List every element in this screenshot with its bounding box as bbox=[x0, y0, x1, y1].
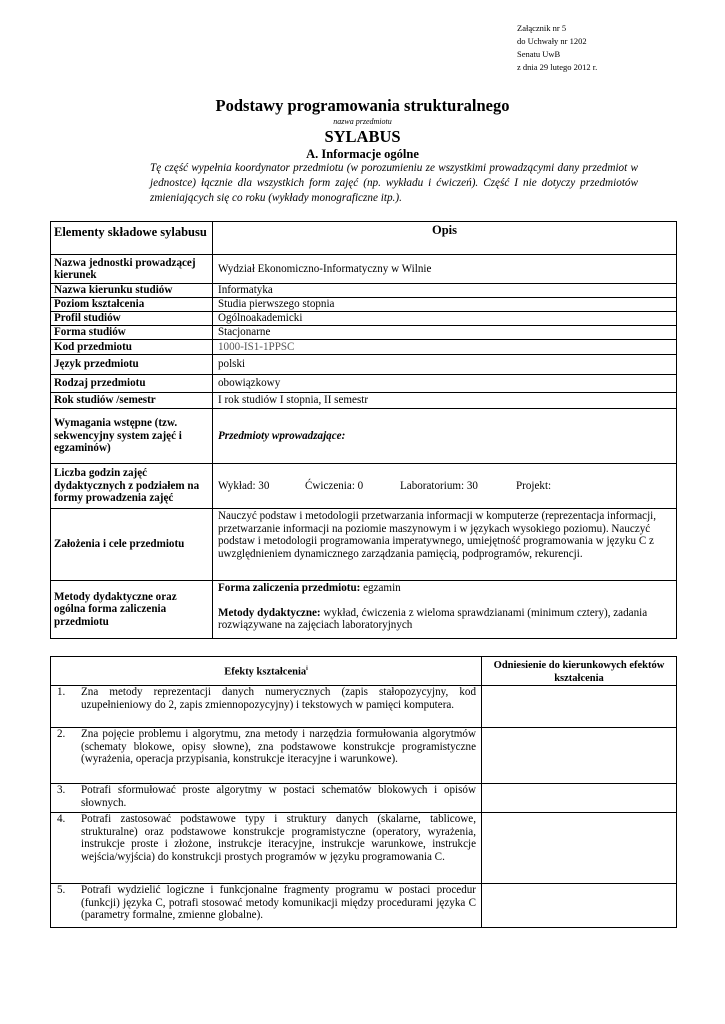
row-label: Forma studiów bbox=[51, 326, 213, 340]
table-row bbox=[51, 298, 677, 312]
row-label: Rodzaj przedmiotu bbox=[51, 375, 213, 393]
hours-laboratory: Laboratorium: 30 bbox=[400, 479, 478, 492]
table-head-elements: Elementy składowe sylabusu bbox=[51, 222, 213, 255]
outcome-number: 2. bbox=[57, 728, 66, 740]
reference-cell bbox=[482, 813, 677, 884]
outcomes-head bbox=[51, 657, 482, 686]
annex-line: do Uchwały nr 1202 bbox=[517, 36, 587, 46]
hours-lecture: Wykład: 30 bbox=[218, 479, 270, 492]
outcome-cell bbox=[51, 728, 482, 784]
intro-paragraph: Tę część wypełnia koordynator przedmiotu (w porozumieniu ze wszystkimi prowadzącymi dany przedmiot w jednostce) łącznie dla wszystkich form zajęć (np. wykładu i ćwiczeń). Część I nie dotyczy przedmiotów zmieniających się co roku (wykłady monograficzne itp.). bbox=[150, 162, 638, 204]
goals-value: Nauczyć podstaw i metodologii przetwarzania informacji w komputerze (reprezentacja informacji, przetwarzanie informacji na poziomie maszynowym i w językach wysokiego poziomu). Nauczyć podstaw i metodologii programowania imperatywnego, umiejętność programowania w języku C z uwzględnieniem dynamicznego zarządzania pamięcią, podprogramów, rekurencji. bbox=[213, 509, 677, 581]
course-title: Podstawy programowania strukturalnego bbox=[215, 96, 510, 115]
row-label: Język przedmiotu bbox=[51, 355, 213, 375]
outcome-text: Potrafi sformułować proste algorytmy w postaci schematów blokowych i opisów słownych. bbox=[81, 784, 476, 809]
outcome-text: Zna metody reprezentacji danych numerycznych (zapis stałopozycyjny, kod uzupełnieniowy do 2, zapis zmiennopozycyjny) i tekstowych w pamięci komputera. bbox=[81, 686, 476, 711]
learning-outcomes-table bbox=[50, 656, 677, 928]
course-title-caption: nazwa przedmiotu bbox=[333, 117, 392, 126]
annex-line: z dnia 29 lutego 2012 r. bbox=[517, 62, 598, 72]
row-label: Nazwa jednostki prowadzącej kierunek bbox=[51, 255, 213, 284]
annex-line: Załącznik nr 5 bbox=[517, 23, 567, 33]
assessment-form bbox=[218, 582, 673, 595]
row-value: obowiązkowy bbox=[213, 375, 677, 393]
hours-label: Liczba godzin zajęć dydaktycznych z podziałem na formy prowadzenia zajęć bbox=[51, 464, 213, 509]
reference-cell bbox=[482, 728, 677, 784]
row-value: Stacjonarne bbox=[213, 326, 677, 340]
document-title: SYLABUS bbox=[324, 127, 401, 146]
row-value: Przedmioty wprowadzające: bbox=[213, 409, 677, 464]
table-row bbox=[51, 509, 677, 581]
row-value: polski bbox=[213, 355, 677, 375]
hours-exercises: Ćwiczenia: 0 bbox=[305, 479, 364, 492]
table-row bbox=[51, 255, 677, 284]
row-label: Rok studiów /semestr bbox=[51, 393, 213, 409]
table-row bbox=[51, 375, 677, 393]
row-value: Informatyka bbox=[213, 284, 677, 298]
table-row bbox=[51, 581, 677, 639]
outcome-number: 4. bbox=[57, 813, 66, 825]
row-label: Wymagania wstępne (tzw. sekwencyjny system zajęć i egzaminów) bbox=[51, 409, 213, 464]
table-row bbox=[51, 284, 677, 298]
reference-cell bbox=[482, 686, 677, 728]
table-row bbox=[51, 393, 677, 409]
table-row bbox=[51, 686, 677, 728]
teaching-methods bbox=[218, 607, 673, 632]
row-label: Profil studiów bbox=[51, 312, 213, 326]
reference-head: Odniesienie do kierunkowych efektów kształcenia bbox=[482, 657, 677, 686]
row-value: 1000-IS1-1PPSC bbox=[213, 340, 677, 355]
row-label: Poziom kształcenia bbox=[51, 298, 213, 312]
table-row bbox=[51, 784, 677, 813]
teaching-methods-label: Metody dydaktyczne: bbox=[218, 606, 321, 619]
general-info-table bbox=[50, 221, 677, 639]
row-value: Ogólnoakademicki bbox=[213, 312, 677, 326]
goals-label: Założenia i cele przedmiotu bbox=[51, 509, 213, 581]
hours-project: Projekt: bbox=[516, 479, 552, 492]
outcome-number: 3. bbox=[57, 784, 66, 796]
table-row bbox=[51, 355, 677, 375]
row-label: Nazwa kierunku studiów bbox=[51, 284, 213, 298]
outcome-cell bbox=[51, 884, 482, 928]
row-value: I rok studiów I stopnia, II semestr bbox=[213, 393, 677, 409]
row-value: Studia pierwszego stopnia bbox=[213, 298, 677, 312]
row-label: Kod przedmiotu bbox=[51, 340, 213, 355]
footnote-marker: i bbox=[306, 666, 308, 672]
annex-line: Senatu UwB bbox=[517, 49, 561, 59]
outcome-text: Potrafi zastosować podstawowe typy i struktury danych (skalarne, tablicowe, strukturalne) oraz podstawowe konstrukcje programistyczne (operatory, wyrażenia, instrukcje proste i złożone, instrukcje iteracyjne, instrukcje warunkowe, instrukcje wejścia/wyjścia) do konstrukcji prostych programów w języku programowania C. bbox=[81, 813, 476, 863]
assessment-form-value: egzamin bbox=[360, 582, 401, 594]
outcome-text: Potrafi wydzielić logiczne i funkcjonalne fragmenty programu w postaci procedur (funkcji) języka C, potrafi stosować metody komunikacji między procedurami języka C (parametry formalne, zmienne globalne). bbox=[81, 884, 476, 921]
outcome-text: Zna pojęcie problemu i algorytmu, zna metody i narzędzia formułowania algorytmów (schematy blokowe, opisy słowne), zna podstawowe konstrukcje programistyczne (wyrażenia, operacja przypisania, konstrukcje iteracyjne i warunkowe). bbox=[81, 728, 476, 765]
outcome-cell bbox=[51, 686, 482, 728]
teaching-methods-value: wykład, ćwiczenia z wieloma sprawdzianami (minimum cztery), zadania rozwiązywane na zajęciach laboratoryjnych bbox=[218, 606, 648, 631]
table-row bbox=[51, 326, 677, 340]
table-row bbox=[51, 884, 677, 928]
row-value: Wydział Ekonomiczno-Informatyczny w Wilnie bbox=[213, 255, 677, 284]
table-row bbox=[51, 312, 677, 326]
table-row bbox=[51, 728, 677, 784]
reference-cell bbox=[482, 884, 677, 928]
assessment-form-label: Forma zaliczenia przedmiotu: bbox=[218, 582, 361, 594]
outcome-number: 5. bbox=[57, 884, 66, 896]
hours-value bbox=[213, 464, 677, 509]
outcome-cell bbox=[51, 813, 482, 884]
table-row bbox=[51, 340, 677, 355]
section-heading: A. Informacje ogólne bbox=[306, 147, 419, 161]
outcome-cell bbox=[51, 784, 482, 813]
table-row bbox=[51, 409, 677, 464]
outcome-number: 1. bbox=[57, 686, 66, 698]
annex-note bbox=[517, 22, 597, 74]
methods-value bbox=[213, 581, 677, 639]
methods-label: Metody dydaktyczne oraz ogólna forma zaliczenia przedmiotu bbox=[51, 581, 213, 639]
table-row bbox=[51, 813, 677, 884]
outcomes-head-label: Efekty kształcenia bbox=[224, 666, 307, 678]
table-row bbox=[51, 464, 677, 509]
reference-cell bbox=[482, 784, 677, 813]
table-head-opis: Opis bbox=[213, 222, 677, 255]
